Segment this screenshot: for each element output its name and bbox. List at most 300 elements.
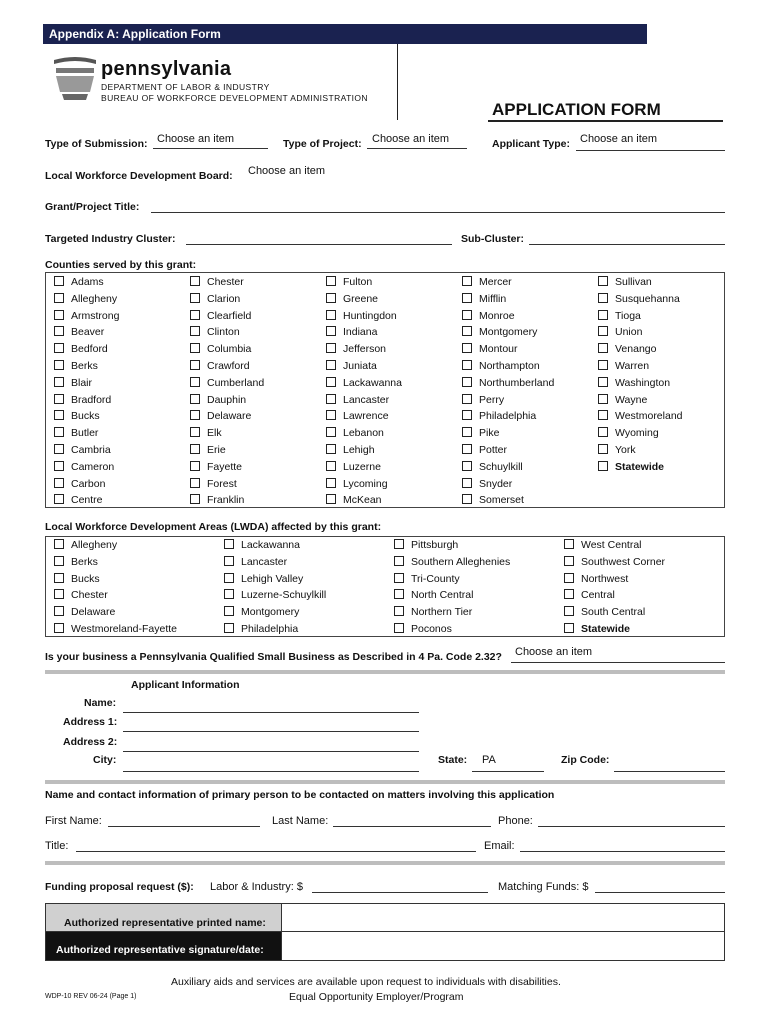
county-label: Huntingdon <box>343 309 397 322</box>
applicant-name-field[interactable] <box>123 712 419 713</box>
signature-cell <box>46 932 282 960</box>
county-checkbox[interactable] <box>326 291 378 308</box>
zip-label: Zip Code: <box>561 754 610 766</box>
lwda-label: North Central <box>411 589 474 602</box>
county-label: Butler <box>71 427 99 440</box>
lwda-checkbox[interactable] <box>394 554 510 571</box>
county-label: Potter <box>479 444 508 456</box>
section-divider-1 <box>45 670 725 674</box>
checkbox-icon[interactable] <box>394 606 404 616</box>
county-checkbox[interactable] <box>190 476 237 493</box>
county-checkbox[interactable] <box>326 308 397 325</box>
lwda-checkbox[interactable] <box>54 554 98 571</box>
county-checkbox[interactable] <box>462 274 512 291</box>
county-label: Jefferson <box>343 343 386 356</box>
county-label: Sullivan <box>615 276 652 288</box>
printed-name-field[interactable] <box>282 904 724 932</box>
checkbox-icon[interactable] <box>326 276 336 286</box>
county-checkbox[interactable] <box>54 358 98 375</box>
first-name-field[interactable] <box>108 826 260 827</box>
checkbox-icon[interactable] <box>326 360 336 370</box>
lwda-checkbox[interactable] <box>224 554 287 571</box>
applicant-type-underline <box>576 150 725 151</box>
grant-title-field[interactable] <box>151 212 725 213</box>
checkbox-icon[interactable] <box>326 293 336 303</box>
county-label: Crawford <box>207 360 250 372</box>
checkbox-icon[interactable] <box>190 326 200 336</box>
county-checkbox[interactable] <box>462 476 512 493</box>
county-checkbox[interactable] <box>598 392 647 409</box>
checkbox-icon[interactable] <box>394 573 404 583</box>
lwda-checkbox[interactable] <box>564 604 645 621</box>
county-checkbox[interactable] <box>598 375 670 392</box>
checkbox-icon[interactable] <box>326 410 336 420</box>
submission-type-label: Type of Submission: <box>45 138 148 150</box>
form-title: APPLICATION FORM <box>492 100 661 119</box>
signature-table <box>45 903 725 961</box>
state-field[interactable]: PA <box>482 754 496 766</box>
county-label: Lancaster <box>343 393 390 406</box>
grant-title-label: Grant/Project Title: <box>45 201 140 213</box>
checkbox-icon[interactable] <box>54 293 64 303</box>
small-business-underline <box>511 662 725 663</box>
printed-name-label: Authorized representative printed name: <box>64 917 266 929</box>
lwda-checkbox[interactable] <box>394 537 458 554</box>
signature-label: Authorized representative signature/date: <box>56 944 264 956</box>
county-checkbox[interactable] <box>462 392 504 409</box>
project-type-select[interactable]: Choose an item <box>372 133 450 145</box>
checkbox-icon[interactable] <box>598 461 608 471</box>
city-label: City: <box>93 754 117 766</box>
applicant-name-label: Name: <box>84 697 117 709</box>
checkbox-icon[interactable] <box>224 573 234 583</box>
phone-field[interactable] <box>538 826 725 827</box>
checkbox-icon[interactable] <box>54 310 64 320</box>
county-checkbox[interactable] <box>190 442 226 459</box>
checkbox-icon[interactable] <box>598 310 608 320</box>
county-checkbox[interactable] <box>326 476 388 493</box>
lwda-checkbox[interactable] <box>54 537 117 554</box>
lwda-label: Montgomery <box>241 606 300 619</box>
county-checkbox[interactable] <box>190 358 250 375</box>
email-field[interactable] <box>520 851 725 852</box>
checkbox-icon[interactable] <box>190 461 200 471</box>
checkbox-icon[interactable] <box>462 427 472 437</box>
county-checkbox[interactable] <box>598 408 683 425</box>
county-label: Bedford <box>71 343 108 356</box>
title-label: Title: <box>45 840 69 852</box>
checkbox-icon[interactable] <box>462 394 472 404</box>
county-checkbox[interactable] <box>326 324 377 341</box>
county-label: Forest <box>207 477 237 490</box>
checkbox-icon[interactable] <box>564 556 574 566</box>
checkbox-icon[interactable] <box>564 573 574 583</box>
county-label: Philadelphia <box>479 410 537 423</box>
checkbox-icon[interactable] <box>190 444 200 454</box>
checkbox-icon[interactable] <box>564 606 574 616</box>
county-checkbox[interactable] <box>190 492 244 509</box>
county-checkbox[interactable] <box>326 375 402 392</box>
lwda-checkbox[interactable] <box>224 537 300 554</box>
checkbox-icon[interactable] <box>190 410 200 420</box>
checkbox-icon[interactable] <box>224 589 234 599</box>
county-checkbox[interactable] <box>462 442 507 459</box>
checkbox-icon[interactable] <box>190 276 200 286</box>
checkbox-icon[interactable] <box>564 589 574 599</box>
county-checkbox[interactable] <box>326 358 377 375</box>
labor-industry-field[interactable] <box>312 892 488 893</box>
county-checkbox[interactable] <box>598 425 659 442</box>
lwda-checkbox[interactable] <box>54 571 100 588</box>
matching-funds-field[interactable] <box>595 892 725 893</box>
county-label: Erie <box>207 444 226 456</box>
phone-label: Phone: <box>498 815 533 827</box>
lwda-label: Westmoreland-Fayette <box>71 623 178 635</box>
county-label: Greene <box>343 292 379 305</box>
checkbox-icon[interactable] <box>598 360 608 370</box>
lwda-label: West Central <box>581 539 642 551</box>
county-checkbox[interactable] <box>598 442 636 459</box>
county-label: Fayette <box>207 460 243 473</box>
checkbox-icon[interactable] <box>54 444 64 454</box>
checkbox-icon[interactable] <box>224 623 234 633</box>
checkbox-icon[interactable] <box>326 461 336 471</box>
applicant-info-heading: Applicant Information <box>131 679 240 691</box>
county-checkbox[interactable] <box>326 492 382 509</box>
address1-field[interactable] <box>123 731 419 732</box>
checkbox-icon[interactable] <box>462 293 472 303</box>
project-type-label: Type of Project: <box>283 138 362 150</box>
checkbox-icon[interactable] <box>394 539 404 549</box>
county-label: Washington <box>615 376 671 389</box>
county-checkbox[interactable] <box>462 459 523 476</box>
lwda-label: Poconos <box>411 623 452 635</box>
county-checkbox[interactable] <box>190 459 242 476</box>
county-checkbox[interactable] <box>190 308 251 325</box>
lwda-label: Northern Tier <box>411 606 473 619</box>
county-label: Dauphin <box>207 393 247 406</box>
county-label: Elk <box>207 427 222 440</box>
checkbox-icon[interactable] <box>224 539 234 549</box>
county-label: Centre <box>71 494 103 507</box>
checkbox-icon[interactable] <box>54 556 64 566</box>
county-label: Wyoming <box>615 427 659 440</box>
lwdb-select[interactable]: Choose an item <box>248 165 326 177</box>
lwda-checkbox[interactable] <box>564 554 665 571</box>
county-checkbox[interactable] <box>462 308 515 325</box>
county-label: Westmoreland <box>615 410 683 423</box>
county-label: Perry <box>479 393 505 406</box>
industry-cluster-field[interactable] <box>186 244 452 245</box>
checkbox-icon[interactable] <box>598 293 608 303</box>
county-checkbox[interactable] <box>54 459 114 476</box>
checkbox-icon[interactable] <box>54 427 64 437</box>
lwda-checkbox[interactable] <box>54 587 108 604</box>
project-type-underline <box>367 148 467 149</box>
lwda-checkbox[interactable] <box>54 621 177 638</box>
county-label: Venango <box>615 343 657 356</box>
lwda-label: Philadelphia <box>241 623 299 635</box>
checkbox-icon[interactable] <box>326 326 336 336</box>
county-label: Snyder <box>479 477 513 490</box>
checkbox-icon[interactable] <box>326 343 336 353</box>
county-checkbox[interactable] <box>54 476 105 493</box>
checkbox-icon[interactable] <box>598 394 608 404</box>
county-checkbox[interactable] <box>190 425 222 442</box>
county-label: Columbia <box>207 343 252 356</box>
checkbox-icon[interactable] <box>54 377 64 387</box>
checkbox-icon[interactable] <box>54 623 64 633</box>
lwda-label: Lackawanna <box>241 539 300 551</box>
checkbox-icon[interactable] <box>54 461 64 471</box>
county-label: Chester <box>207 276 244 288</box>
lwda-checkbox[interactable] <box>564 587 615 604</box>
form-code: WDP-10 REV 06-24 (Page 1) <box>45 993 137 1000</box>
county-label: Wayne <box>615 393 648 406</box>
checkbox-icon[interactable] <box>54 494 64 504</box>
county-checkbox[interactable] <box>54 425 98 442</box>
county-label: Somerset <box>479 494 524 507</box>
lwda-label: Luzerne-Schuylkill <box>241 589 327 602</box>
checkbox-icon[interactable] <box>326 310 336 320</box>
checkbox-icon[interactable] <box>224 556 234 566</box>
lwda-checkbox[interactable] <box>224 621 298 638</box>
county-checkbox[interactable] <box>190 408 251 425</box>
lwda-checkbox[interactable] <box>54 604 115 621</box>
checkbox-icon[interactable] <box>54 606 64 616</box>
county-checkbox[interactable] <box>190 341 251 358</box>
labor-industry-label: Labor & Industry: $ <box>210 881 303 893</box>
county-label: Clarion <box>207 292 241 305</box>
checkbox-icon[interactable] <box>462 461 472 471</box>
county-checkbox[interactable] <box>462 324 537 341</box>
county-checkbox[interactable] <box>326 274 372 291</box>
lwda-checkbox[interactable] <box>394 587 473 604</box>
last-name-field[interactable] <box>333 826 491 827</box>
county-checkbox[interactable] <box>54 341 108 358</box>
county-label: Bradford <box>71 393 112 406</box>
signature-field[interactable] <box>282 932 724 960</box>
checkbox-icon[interactable] <box>326 494 336 504</box>
county-checkbox[interactable] <box>598 324 642 341</box>
checkbox-icon[interactable] <box>190 494 200 504</box>
county-checkbox[interactable] <box>462 375 554 392</box>
county-checkbox[interactable] <box>54 308 119 325</box>
county-checkbox[interactable] <box>462 408 536 425</box>
county-checkbox[interactable] <box>190 392 246 409</box>
county-checkbox[interactable] <box>190 274 244 291</box>
address2-field[interactable] <box>123 751 419 752</box>
county-label: Lebanon <box>343 427 384 440</box>
lwdb-label: Local Workforce Development Board: <box>45 170 233 182</box>
county-checkbox[interactable] <box>54 274 104 291</box>
county-label: Indiana <box>343 326 378 339</box>
county-checkbox[interactable] <box>598 341 656 358</box>
checkbox-icon[interactable] <box>462 410 472 420</box>
last-name-label: Last Name: <box>272 815 329 827</box>
checkbox-icon[interactable] <box>598 326 608 336</box>
checkbox-icon[interactable] <box>54 573 64 583</box>
section-divider-2 <box>45 780 725 784</box>
county-checkbox[interactable] <box>54 442 111 459</box>
lwda-label: Central <box>581 589 615 602</box>
county-checkbox[interactable] <box>54 324 104 341</box>
checkbox-icon[interactable] <box>190 478 200 488</box>
county-checkbox[interactable] <box>326 341 386 358</box>
county-checkbox[interactable] <box>462 358 540 375</box>
county-label: Susquehanna <box>615 292 680 305</box>
checkbox-icon[interactable] <box>54 394 64 404</box>
submission-type-underline <box>153 148 268 149</box>
checkbox-icon[interactable] <box>394 556 404 566</box>
checkbox-icon[interactable] <box>54 360 64 370</box>
lwda-label: Southern Alleghenies <box>411 555 511 568</box>
county-checkbox[interactable] <box>54 492 103 509</box>
county-checkbox[interactable] <box>462 492 524 509</box>
pa-logo <box>52 56 98 107</box>
keystone-icon <box>52 56 98 102</box>
lwda-label: Tri-County <box>411 572 460 585</box>
checkbox-icon[interactable] <box>190 343 200 353</box>
checkbox-icon[interactable] <box>598 343 608 353</box>
county-label: Montgomery <box>479 326 538 339</box>
submission-type-select[interactable]: Choose an item <box>157 133 235 145</box>
lwda-label: Southwest Corner <box>581 555 666 568</box>
county-checkbox[interactable] <box>598 291 680 308</box>
county-label: Cambria <box>71 444 111 456</box>
city-field[interactable] <box>123 771 419 772</box>
subcluster-field[interactable] <box>529 244 725 245</box>
lwda-label: Allegheny <box>71 539 118 551</box>
checkbox-icon[interactable] <box>462 276 472 286</box>
county-label: Union <box>615 326 643 339</box>
checkbox-icon[interactable] <box>190 293 200 303</box>
checkbox-icon[interactable] <box>54 276 64 286</box>
checkbox-icon[interactable] <box>326 377 336 387</box>
checkbox-icon[interactable] <box>598 427 608 437</box>
county-checkbox[interactable] <box>598 308 641 325</box>
checkbox-icon[interactable] <box>54 539 64 549</box>
appendix-header: Appendix A: Application Form <box>43 24 647 44</box>
checkbox-icon[interactable] <box>564 539 574 549</box>
checkbox-icon[interactable] <box>394 589 404 599</box>
checkbox-icon[interactable] <box>462 494 472 504</box>
lwda-checkbox[interactable] <box>394 604 472 621</box>
zip-field[interactable] <box>614 771 725 772</box>
county-checkbox[interactable] <box>326 459 381 476</box>
first-name-label: First Name: <box>45 815 102 827</box>
county-checkbox[interactable] <box>326 392 389 409</box>
checkbox-icon[interactable] <box>224 606 234 616</box>
checkbox-icon[interactable] <box>462 310 472 320</box>
county-checkbox[interactable] <box>326 408 389 425</box>
lwda-label: Northwest <box>581 572 629 585</box>
county-checkbox[interactable] <box>54 291 117 308</box>
county-label: York <box>615 444 636 456</box>
checkbox-icon[interactable] <box>326 478 336 488</box>
subcluster-label: Sub-Cluster: <box>461 233 524 245</box>
county-checkbox[interactable] <box>190 324 240 341</box>
county-checkbox[interactable] <box>326 425 384 442</box>
lwda-checkbox[interactable] <box>564 537 642 554</box>
applicant-type-select[interactable]: Choose an item <box>580 133 658 145</box>
checkbox-icon[interactable] <box>54 326 64 336</box>
county-checkbox[interactable] <box>190 291 240 308</box>
lwda-checkbox[interactable] <box>564 621 630 638</box>
county-checkbox[interactable] <box>54 375 92 392</box>
checkbox-icon[interactable] <box>190 310 200 320</box>
checkbox-icon[interactable] <box>54 410 64 420</box>
lwda-label: Delaware <box>71 606 116 619</box>
checkbox-icon[interactable] <box>598 276 608 286</box>
checkbox-icon[interactable] <box>190 377 200 387</box>
county-checkbox[interactable] <box>462 341 518 358</box>
checkbox-icon[interactable] <box>326 427 336 437</box>
county-checkbox[interactable] <box>462 291 506 308</box>
county-checkbox[interactable] <box>54 408 100 425</box>
county-checkbox[interactable] <box>190 375 264 392</box>
checkbox-icon[interactable] <box>326 394 336 404</box>
lwda-checkbox[interactable] <box>394 571 460 588</box>
lwda-heading: Local Workforce Development Areas (LWDA) affected by this grant: <box>45 521 382 533</box>
checkbox-icon[interactable] <box>190 360 200 370</box>
county-label: Armstrong <box>71 309 120 322</box>
lwda-checkbox[interactable] <box>224 587 326 604</box>
checkbox-icon[interactable] <box>54 478 64 488</box>
lwda-checkbox[interactable] <box>224 571 303 588</box>
checkbox-icon[interactable] <box>190 394 200 404</box>
lwda-label: Lehigh Valley <box>241 572 304 585</box>
checkbox-icon[interactable] <box>462 478 472 488</box>
checkbox-icon[interactable] <box>394 623 404 633</box>
lwda-checkbox[interactable] <box>224 604 299 621</box>
state-underline <box>472 771 544 772</box>
checkbox-icon[interactable] <box>190 427 200 437</box>
county-checkbox[interactable] <box>462 425 499 442</box>
title-field[interactable] <box>76 851 476 852</box>
checkbox-icon[interactable] <box>598 377 608 387</box>
county-label: Warren <box>615 360 650 372</box>
lwda-label: Chester <box>71 589 108 602</box>
checkbox-icon[interactable] <box>54 343 64 353</box>
small-business-select[interactable]: Choose an item <box>515 646 593 658</box>
lwda-checkbox[interactable] <box>394 621 452 638</box>
county-checkbox[interactable] <box>54 392 111 409</box>
lwda-checkbox[interactable] <box>564 571 628 588</box>
checkbox-icon[interactable] <box>462 444 472 454</box>
county-label: Northumberland <box>479 376 555 389</box>
county-checkbox[interactable] <box>598 459 664 476</box>
county-label: Lackawanna <box>343 376 402 389</box>
county-label: Montour <box>479 343 518 356</box>
checkbox-icon[interactable] <box>326 444 336 454</box>
checkbox-icon[interactable] <box>564 623 574 633</box>
checkbox-icon[interactable] <box>462 360 472 370</box>
county-label: Mifflin <box>479 292 507 305</box>
county-label: Cameron <box>71 460 115 473</box>
checkbox-icon[interactable] <box>54 589 64 599</box>
county-checkbox[interactable] <box>598 358 649 375</box>
county-checkbox[interactable] <box>598 274 652 291</box>
county-label: Blair <box>71 376 93 389</box>
checkbox-icon[interactable] <box>462 377 472 387</box>
checkbox-icon[interactable] <box>462 343 472 353</box>
checkbox-icon[interactable] <box>598 410 608 420</box>
county-checkbox[interactable] <box>326 442 375 459</box>
logo-divider <box>397 44 398 120</box>
checkbox-icon[interactable] <box>598 444 608 454</box>
checkbox-icon[interactable] <box>462 326 472 336</box>
